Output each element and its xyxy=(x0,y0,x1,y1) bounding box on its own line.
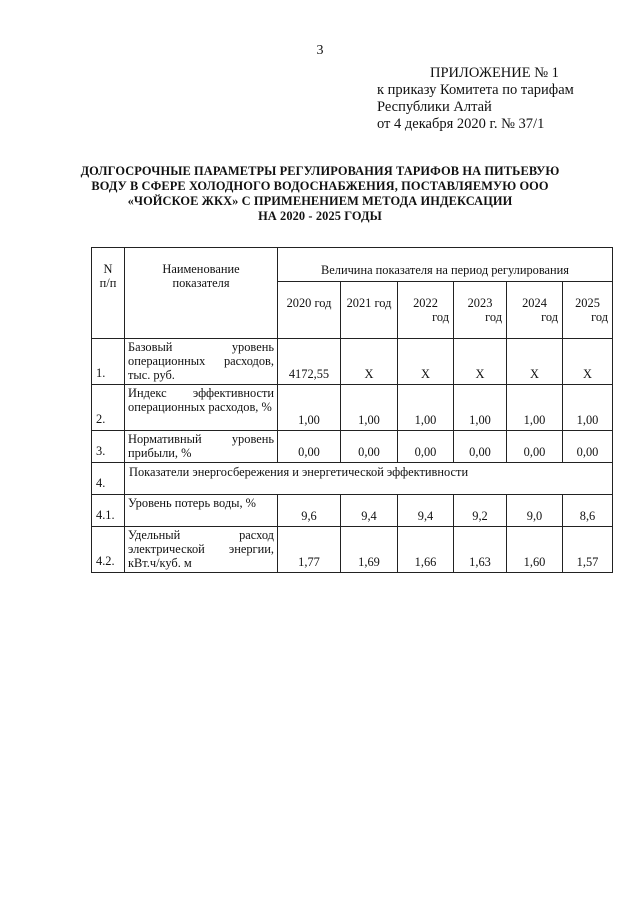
header-name-line-1: Наименование xyxy=(162,262,240,276)
row-number: 3. xyxy=(92,431,125,463)
year-header-label: 2023 xyxy=(467,296,493,310)
value-cell: 4172,55 xyxy=(278,339,341,385)
year-header-label: 2024 xyxy=(522,296,547,310)
header-name-cell xyxy=(125,248,278,339)
parameters-table xyxy=(91,247,613,573)
value-cell: 0,00 xyxy=(398,431,454,463)
year-header-2024 xyxy=(507,282,563,339)
value-cell: 8,6 xyxy=(563,495,613,527)
value-cell: Х xyxy=(507,339,563,385)
appendix-line-1: к приказу Комитета по тарифам xyxy=(377,82,574,98)
document-title-line-3: «ЧОЙСКОЕ ЖКХ» С ПРИМЕНЕНИЕМ МЕТОДА ИНДЕКСАЦИИ xyxy=(127,194,513,208)
year-header-2023 xyxy=(454,282,507,339)
row-indicator-name: Базовый уровень операционных расходов, тыс. руб. xyxy=(125,339,278,385)
year-header-2025 xyxy=(563,282,613,339)
year-header-suffix: год xyxy=(485,310,502,324)
value-cell: 9,0 xyxy=(507,495,563,527)
value-cell: Х xyxy=(341,339,398,385)
header-name-line-2: показателя xyxy=(172,276,230,290)
row-number: 4.2. xyxy=(92,527,125,573)
document-title xyxy=(80,164,560,224)
year-header-label: 2021 год xyxy=(346,296,392,310)
value-cell: 1,69 xyxy=(341,527,398,573)
table-row xyxy=(92,431,613,463)
table-header-row xyxy=(92,248,613,282)
value-cell: 1,60 xyxy=(507,527,563,573)
header-number-line-1: N xyxy=(103,262,113,276)
row-indicator-name: Нормативный уровень прибыли, % xyxy=(125,431,278,463)
value-cell: 1,00 xyxy=(454,385,507,431)
section-number: 4. xyxy=(92,463,125,495)
header-number-cell xyxy=(92,248,125,339)
document-title-line-1: ДОЛГОСРОЧНЫЕ ПАРАМЕТРЫ РЕГУЛИРОВАНИЯ ТАРИФОВ НА ПИТЬЕВУЮ xyxy=(80,164,560,178)
row-number: 4.1. xyxy=(92,495,125,527)
year-header-2022 xyxy=(398,282,454,339)
year-header-2020 xyxy=(278,282,341,339)
document-title-line-4: НА 2020 - 2025 ГОДЫ xyxy=(258,209,382,223)
section-title: Показатели энергосбережения и энергетической эффективности xyxy=(125,463,613,495)
appendix-block xyxy=(377,65,574,133)
value-cell: 9,4 xyxy=(341,495,398,527)
year-header-label: 2025 xyxy=(575,296,600,310)
year-header-label: 2022 xyxy=(413,296,438,310)
table-row xyxy=(92,339,613,385)
section-row xyxy=(92,463,613,495)
value-cell: 9,6 xyxy=(278,495,341,527)
value-cell: Х xyxy=(398,339,454,385)
appendix-title: ПРИЛОЖЕНИЕ № 1 xyxy=(430,65,559,81)
year-header-suffix: год xyxy=(591,310,608,324)
value-cell: 1,66 xyxy=(398,527,454,573)
value-cell: 1,77 xyxy=(278,527,341,573)
year-header-2021 xyxy=(341,282,398,339)
value-cell: 1,57 xyxy=(563,527,613,573)
table-row xyxy=(92,495,613,527)
row-indicator-name: Индекс эффективности операционных расходов, % xyxy=(125,385,278,431)
table-row xyxy=(92,385,613,431)
value-cell: 1,63 xyxy=(454,527,507,573)
table-row xyxy=(92,527,613,573)
row-indicator-name: Уровень потерь воды, % xyxy=(125,495,278,527)
appendix-line-2: Республики Алтай xyxy=(377,99,492,115)
header-period-group: Величина показателя на период регулирования xyxy=(278,248,613,282)
value-cell: 0,00 xyxy=(454,431,507,463)
document-title-line-2: ВОДУ В СФЕРЕ ХОЛОДНОГО ВОДОСНАБЖЕНИЯ, ПОСТАВЛЯЕМУЮ ООО xyxy=(91,179,549,193)
value-cell: 0,00 xyxy=(278,431,341,463)
value-cell: 9,4 xyxy=(398,495,454,527)
value-cell: 9,2 xyxy=(454,495,507,527)
year-header-label: 2020 год xyxy=(286,296,332,310)
header-number-line-2: п/п xyxy=(99,276,117,290)
value-cell: 0,00 xyxy=(507,431,563,463)
value-cell: 1,00 xyxy=(563,385,613,431)
value-cell: 1,00 xyxy=(278,385,341,431)
value-cell: 1,00 xyxy=(398,385,454,431)
value-cell: Х xyxy=(563,339,613,385)
value-cell: 1,00 xyxy=(507,385,563,431)
row-number: 2. xyxy=(92,385,125,431)
year-header-suffix: год xyxy=(432,310,449,324)
page-number: 3 xyxy=(316,43,324,58)
row-number: 1. xyxy=(92,339,125,385)
value-cell: Х xyxy=(454,339,507,385)
value-cell: 1,00 xyxy=(341,385,398,431)
value-cell: 0,00 xyxy=(341,431,398,463)
value-cell: 0,00 xyxy=(563,431,613,463)
row-indicator-name: Удельный расход электрической энергии, кВт.ч/куб. м xyxy=(125,527,278,573)
year-header-suffix: год xyxy=(541,310,558,324)
appendix-line-3: от 4 декабря 2020 г. № 37/1 xyxy=(377,116,545,132)
